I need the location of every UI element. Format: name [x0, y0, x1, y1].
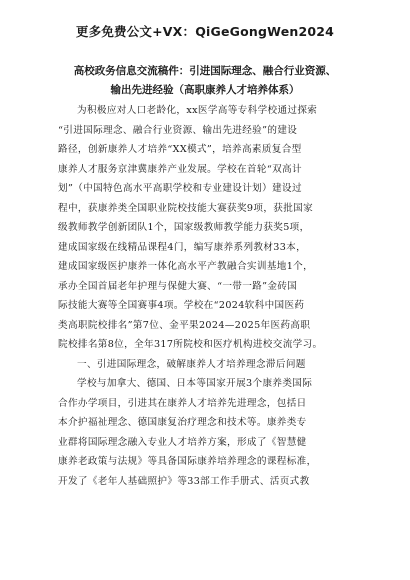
title-line-1: 高校政务信息交流稿件：引进国际理念、融合行业资源、	[73, 65, 337, 77]
text-line: 承办全国首届老年护理与保健大赛、“一带一路”金砖国	[58, 280, 298, 292]
text-line: 康养人才服务京津冀康养产业发展。学校在首轮“双高计	[58, 163, 302, 175]
text-line: 程中，获康养类全国职业院校技能大赛获奖9项，获批国家	[58, 202, 314, 214]
text-line: 级教师教学创新团队1个，国家级教师教学能力获奖5项，	[58, 222, 310, 233]
text-line: 建成国家级在线精品课程4门，编写康养系列教材33本，	[58, 241, 307, 253]
text-line: 康养老政策与法规》等具备国际康养培养理念的课程标准，	[58, 456, 317, 467]
document-title	[40, 62, 370, 100]
text-line: 类高职院校排名”第7位、金平果2024—2025年医药高职	[58, 319, 311, 331]
title-line-2: 输出先进经验（高职康养人才培养体系）	[110, 84, 300, 96]
text-line: 本介护福祉理念、德国康复治疗理念和技术等。康养类专	[58, 417, 307, 428]
text-line: 学校与加拿大、德国、日本等国家开展3个康养类国际	[77, 378, 313, 389]
text-line: 业群将国际理念融入专业人才培养方案，形成了《智慧健	[58, 436, 307, 448]
section-heading	[58, 355, 358, 375]
text-line: 合作办学项目，引进其在康养人才培养先进理念，包括日	[58, 397, 307, 409]
text-line: 院校排名第8位，全年317所院校和医疗机构进校交流学习。	[58, 339, 323, 350]
text-line: 一、引进国际理念，破解康养人才培养理念滞后问题	[77, 358, 306, 370]
text-line: 际技能大赛等全国赛事4项。学校在“2024软科中国医药	[58, 300, 305, 311]
document-body	[58, 101, 358, 491]
text-line: 开发了《老年人基础照护》等33部工作手册式、活页式教	[58, 475, 310, 487]
text-line: 为积极应对人口老龄化，xx医学高等专科学校通过探索	[77, 105, 318, 116]
text-line: 路径，创新康养人才培养“XX模式”，培养高素质复合型	[58, 144, 302, 155]
text-line: 建成国家级医护康养一体化高水平产教融合实训基地1个，	[58, 261, 314, 272]
page-header-banner: 更多免费公文+VX：QiGeGongWen2024	[75, 24, 335, 39]
text-line: 划”（中国特色高水平高职学校和专业建设计划）建设过	[58, 183, 302, 194]
text-line: “引进国际理念、融合行业资源、输出先进经验”的建设	[58, 124, 298, 136]
paragraph-section-1	[58, 374, 358, 491]
paragraph-intro	[58, 101, 358, 355]
